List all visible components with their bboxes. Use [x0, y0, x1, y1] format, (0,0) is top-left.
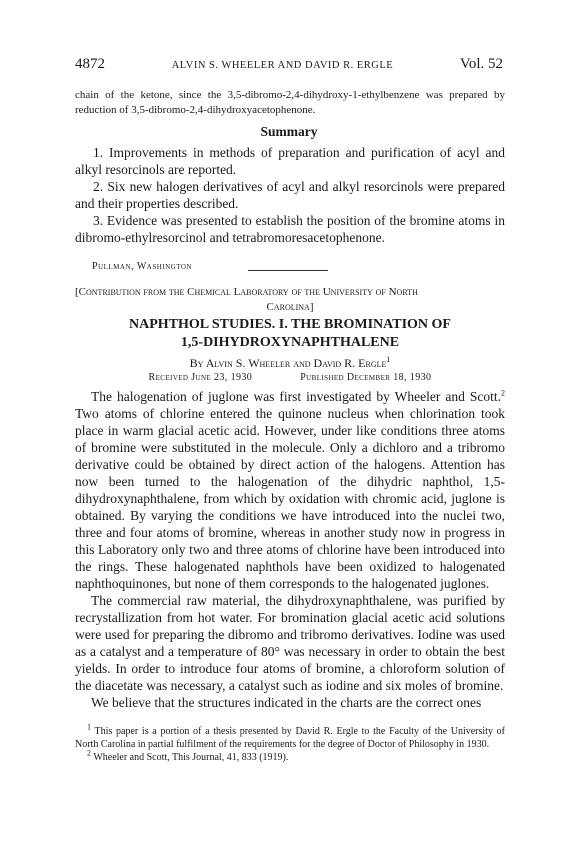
volume-label: Vol. 52	[459, 56, 503, 72]
footnote	[75, 748, 505, 764]
summary-item: 2. Six new halogen derivatives of acyl and alkyl resorcinols were prepared and their properties described.	[75, 179, 505, 211]
summary-item: 1. Improvements in methods of preparation and purification of acyl and alkyl resorcinols are reported.	[75, 145, 505, 177]
location-line: Pullman, Washington	[92, 261, 192, 272]
footnote-marker[interactable]: 1	[386, 355, 391, 364]
byline	[75, 356, 505, 371]
running-authors: ALVIN S. WHEELER AND DAVID R. ERGLE	[171, 60, 394, 71]
section-divider	[248, 270, 328, 271]
page-number: 4872	[75, 56, 105, 72]
footnote-number: 1	[87, 722, 91, 732]
contribution-line-2: Carolina]	[266, 301, 314, 313]
footnote-text: Wheeler and Scott, This Journal, 41, 833 (1919).	[91, 752, 289, 763]
date-line	[75, 372, 505, 383]
footnote-text: This paper is a portion of a thesis presented by David R. Ergle to the Faculty of the University of North Carolina in partial fulfilment of the requirements for the degree of Doctor of Philosophy in 1930.	[75, 726, 505, 750]
summary-heading: Summary	[260, 124, 318, 139]
title-line-1: NAPHTHOL STUDIES. I. THE BROMINATION OF	[129, 317, 451, 332]
body-text: Two atoms of chlorine entered the quinone nucleus when chlorination took place in warm glacial acetic acid. However, under like conditions three atoms of bromine were substituted in the molecule. Only a dichloro and a tribromo derivative could be obtained by direct action of the halogens. Attention has now been turned to the halogenation of the dihydric naphthol, 1,5-dihydroxynaphthalene, from which by oxidation with chromic acid, juglone is obtained. By varying the conditions we have introduced into the nuclei two, three and four atoms of bromine, whereas in another study now in progress in this Laboratory only two and three atoms of chlorine have been introduced into the rings. These halogenated naphthols have been oxidized to halogenated naphthoquinones, but none of them corresponds to the halogenated juglones.	[75, 406, 505, 591]
title-line-2: 1,5-DIHYDROXYNAPHTHALENE	[180, 335, 400, 350]
contribution-line-1: [Contribution from the Chemical Laboratory of the University of North	[75, 286, 418, 298]
byline-text: By Alvin S. Wheeler and David R. Ergle	[189, 356, 387, 370]
footnotes	[75, 722, 505, 764]
footnote	[75, 722, 505, 751]
body-paragraph	[75, 388, 505, 592]
body-text: The halogenation of juglone was first investigated by Wheeler and Scott.	[91, 389, 501, 404]
summary-list	[75, 144, 505, 246]
continuation-paragraph: chain of the ketone, since the 3,5-dibromo-2,4-dihydroxy-1-ethylbenzene was prepared by reduction of 3,5-dibromo-2,4-dihydroxyacetophenone.	[75, 89, 505, 116]
received-date: Received June 23, 1930	[148, 372, 253, 383]
footnote-number: 2	[87, 748, 91, 758]
running-header	[75, 56, 503, 73]
published-date: Published December 18, 1930	[300, 372, 432, 383]
article-title	[75, 316, 505, 352]
body-paragraph: The commercial raw material, the dihydroxynaphthalene, was purified by recrystallization from hot water. For bromination glacial acetic acid solutions were used for preparing the dibromo and tribromo derivatives. Iodine was used as a catalyst and a temperature of 80° was necessary in order to obtain the best yields. In order to introduce four atoms of bromine, a chloroform solution of the diacetate was necessary, a catalyst such as iodine and six moles of bromine.	[75, 593, 505, 693]
article-body	[75, 388, 505, 711]
body-paragraph: We believe that the structures indicated in the charts are the correct ones	[91, 695, 482, 710]
contribution-note	[75, 285, 505, 315]
footnote-marker[interactable]: 2	[501, 388, 505, 398]
summary-item: 3. Evidence was presented to establish the position of the bromine atoms in dibromo-ethylresorcinol and tetrabromoresacetophenone.	[75, 213, 505, 245]
